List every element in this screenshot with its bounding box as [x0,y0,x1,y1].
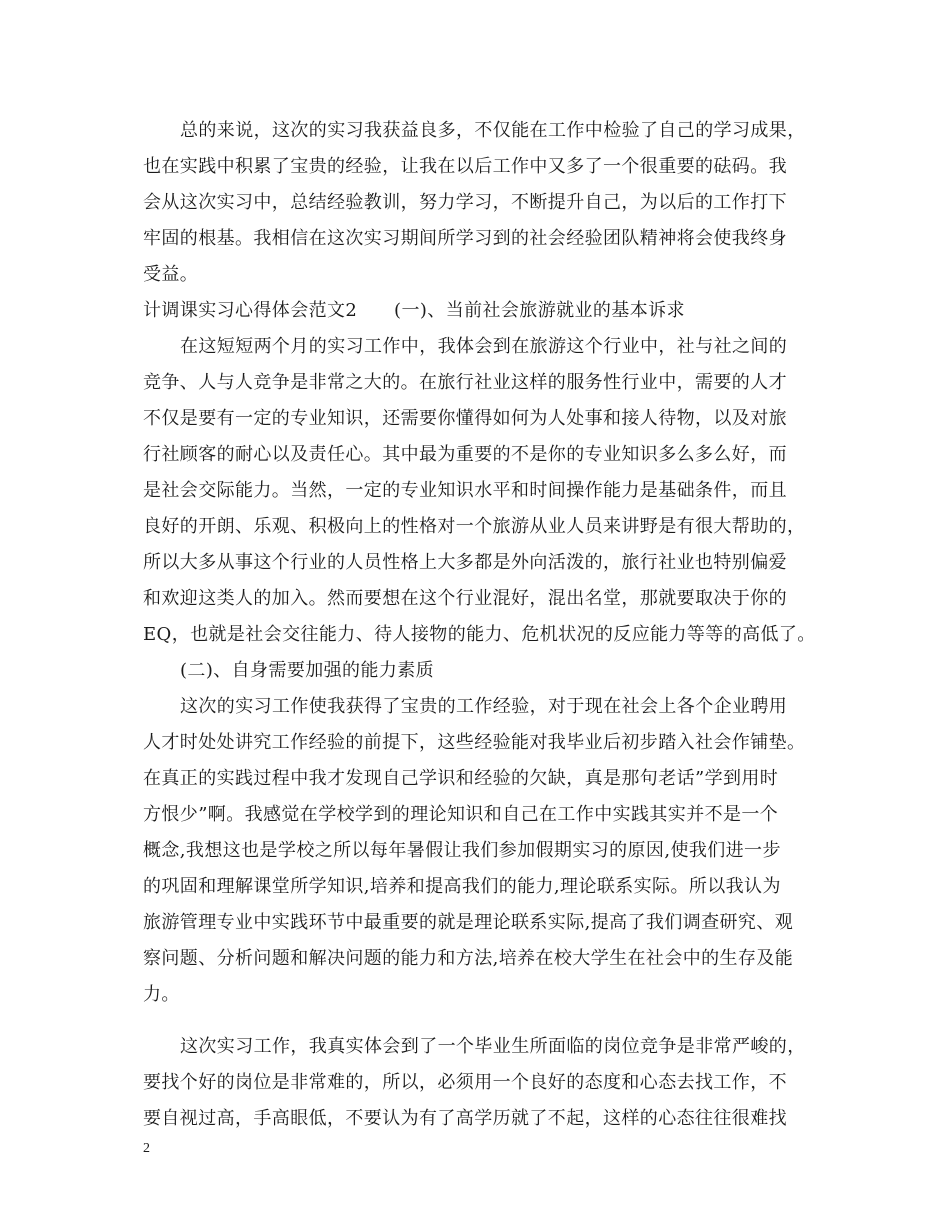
paragraph-line: 要自视过高，手高眼低，不要认为有了高学历就了不起，这样的心态往往很难找 [143,1108,787,1129]
section-heading-line: 计调课实习心得体会范文2 (一)、当前社会旅游就业的基本诉求 [143,300,685,321]
paragraph-line: 和欢迎这类人的加入。然而要想在这个行业混好，混出名堂，那就要取决于你的 [143,588,787,609]
paragraph-line: 行社顾客的耐心以及责任心。其中最为重要的不是你的专业知识多么多么好，而 [143,444,787,465]
subsection-heading: (二)、自身需要加强的能力素质 [180,660,435,681]
paragraph-line: 总的来说，这次的实习我获益良多，不仅能在工作中检验了自己的学习成果， [180,120,806,141]
paragraph-line: 的巩固和理解课堂所学知识,培养和提高我们的能力,理论联系实际。所以我认为 [143,876,781,897]
paragraph-line: 所以大多从事这个行业的人员性格上大多都是外向活泼的，旅行社业也特别偏爱 [143,552,787,573]
paragraph-line: 不仅是要有一定的专业知识，还需要你懂得如何为人处事和接人待物，以及对旅 [143,408,787,429]
paragraph-line: 是社会交际能力。当然，一定的专业知识水平和时间操作能力是基础条件，而且 [143,480,787,501]
paragraph-line: 力。 [143,984,180,1005]
paragraph-line: 也在实践中积累了宝贵的经验，让我在以后工作中又多了一个很重要的砝码。我 [143,156,787,177]
paragraph-line: 要找个好的岗位是非常难的，所以，必须用一个良好的态度和心态去找工作，不 [143,1072,787,1093]
paragraph-line: 会从这次实习中，总结经验教训，努力学习，不断提升自己，为以后的工作打下 [143,192,787,213]
paragraph-line: 在这短短两个月的实习工作中，我体会到在旅游这个行业中，社与社之间的 [180,336,788,357]
paragraph-line: EQ，也就是社会交往能力、待人接物的能力、危机状况的反应能力等等的高低了。 [143,624,816,645]
paragraph-line: 良好的开朗、乐观、积极向上的性格对一个旅游从业人员来讲野是有很大帮助的， [143,516,806,537]
paragraph-line: 方恨少”啊。我感觉在学校学到的理论知识和自己在工作中实践其实并不是一个 [143,804,779,825]
paragraph-line: 概念,我想这也是学校之所以每年暑假让我们参加假期实习的原因,使我们进一步 [143,840,781,861]
paragraph-line: 在真正的实践过程中我才发现自己学识和经验的欠缺，真是那句老话”学到用时 [143,768,779,789]
paragraph-line: 牢固的根基。我相信在这次实习期间所学习到的社会经验团队精神将会使我终身 [143,228,787,249]
page-number: 2 [143,1141,150,1156]
paragraph-line: 受益。 [143,264,199,285]
paragraph-line: 这次的实习工作使我获得了宝贵的工作经验，对于现在社会上各个企业聘用 [180,696,788,717]
paragraph-line: 人才时处处讲究工作经验的前提下，这些经验能对我毕业后初步踏入社会作铺垫。 [143,732,806,753]
paragraph-line: 竞争、人与人竞争是非常之大的。在旅行社业这样的服务性行业中，需要的人才 [143,372,787,393]
paragraph-line: 旅游管理专业中实践环节中最重要的就是理论联系实际,提高了我们调查研究、观 [143,912,794,933]
paragraph-line: 这次实习工作，我真实体会到了一个毕业生所面临的岗位竞争是非常严峻的， [180,1036,806,1057]
paragraph-line: 察问题、分析问题和解决问题的能力和方法,培养在校大学生在社会中的生存及能 [143,948,794,969]
